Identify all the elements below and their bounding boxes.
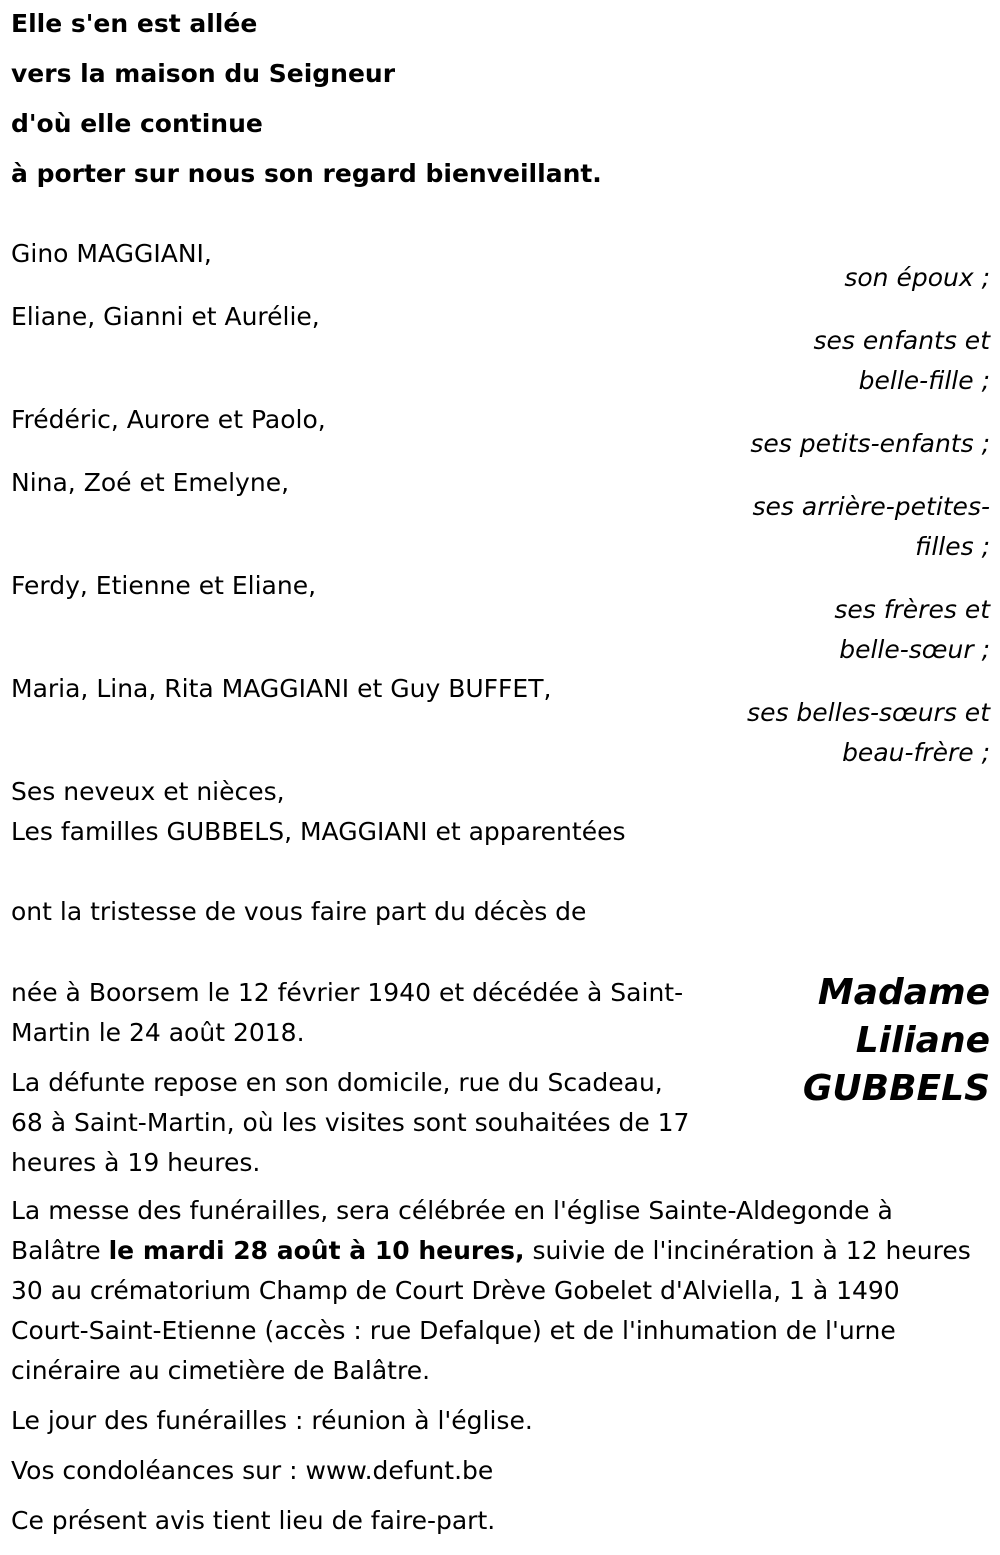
relation-2a: ses enfants et	[813, 326, 990, 355]
birth-death-1: née à Boorsem le 12 février 1940 et décédée à Saint-	[11, 978, 684, 1007]
relation-6a: ses belles-sœurs et	[747, 698, 990, 727]
relation-1: son époux ;	[844, 263, 990, 292]
relation-4a: ses arrière-petites-	[752, 492, 990, 521]
family-names-5: Ferdy, Etienne et Eliane,	[11, 571, 317, 600]
funeral-date: le mardi 28 août à 10 heures,	[108, 1236, 525, 1265]
family-names-4: Nina, Zoé et Emelyne,	[11, 468, 290, 497]
family-names-6: Maria, Lina, Rita MAGGIANI et Guy BUFFET,	[11, 674, 552, 703]
family-names-3: Frédéric, Aurore et Paolo,	[11, 405, 326, 434]
funeral-line-2	[11, 1231, 971, 1271]
verse-line-1: Elle s'en est allée	[11, 9, 258, 38]
funeral-place: Balâtre	[11, 1236, 109, 1265]
repose-line-1: La défunte repose en son domicile, rue du Scadeau,	[11, 1068, 663, 1097]
extended-family-2: Les familles GUBBELS, MAGGIANI et apparentées	[11, 817, 626, 846]
deceased-title: Madame	[817, 972, 990, 1013]
relation-5b: belle-sœur ;	[839, 635, 990, 664]
relation-6b: beau-frère ;	[842, 738, 990, 767]
verse-line-3: d'où elle continue	[11, 109, 263, 138]
extended-family-1: Ses neveux et nièces,	[11, 777, 285, 806]
funeral-line-5: cinéraire au cimetière de Balâtre.	[11, 1356, 431, 1385]
deceased-first-name: Liliane	[855, 1020, 990, 1061]
funeral-line-1: La messe des funérailles, sera célébrée en l'église Sainte-Aldegonde à	[11, 1196, 893, 1225]
announcement: ont la tristesse de vous faire part du décès de	[11, 897, 587, 926]
relation-2b: belle-fille ;	[858, 366, 990, 395]
condolences-info: Vos condoléances sur : www.defunt.be	[11, 1456, 494, 1485]
notice-info: Ce présent avis tient lieu de faire-part.	[11, 1506, 496, 1535]
birth-death-2: Martin le 24 août 2018.	[11, 1018, 305, 1047]
relation-5a: ses frères et	[834, 595, 990, 624]
verse-line-4: à porter sur nous son regard bienveillant.	[11, 159, 602, 188]
relation-4b: filles ;	[915, 532, 990, 561]
family-names-1: Gino MAGGIANI,	[11, 239, 212, 268]
funeral-line-3: 30 au crématorium Champ de Court Drève Gobelet d'Alviella, 1 à 1490	[11, 1276, 900, 1305]
deceased-last-name: GUBBELS	[802, 1068, 990, 1109]
family-names-2: Eliane, Gianni et Aurélie,	[11, 302, 320, 331]
funeral-line-4: Court-Saint-Etienne (accès : rue Defalque) et de l'inhumation de l'urne	[11, 1316, 896, 1345]
repose-line-2: 68 à Saint-Martin, où les visites sont souhaitées de 17	[11, 1108, 690, 1137]
verse-line-2: vers la maison du Seigneur	[11, 59, 396, 88]
meeting-info: Le jour des funérailles : réunion à l'église.	[11, 1406, 533, 1435]
deceased-name	[803, 969, 990, 1113]
repose-line-3: heures à 19 heures.	[11, 1148, 261, 1177]
funeral-incineration: suivie de l'incinération à 12 heures	[524, 1236, 971, 1265]
relation-3: ses petits-enfants ;	[750, 429, 990, 458]
